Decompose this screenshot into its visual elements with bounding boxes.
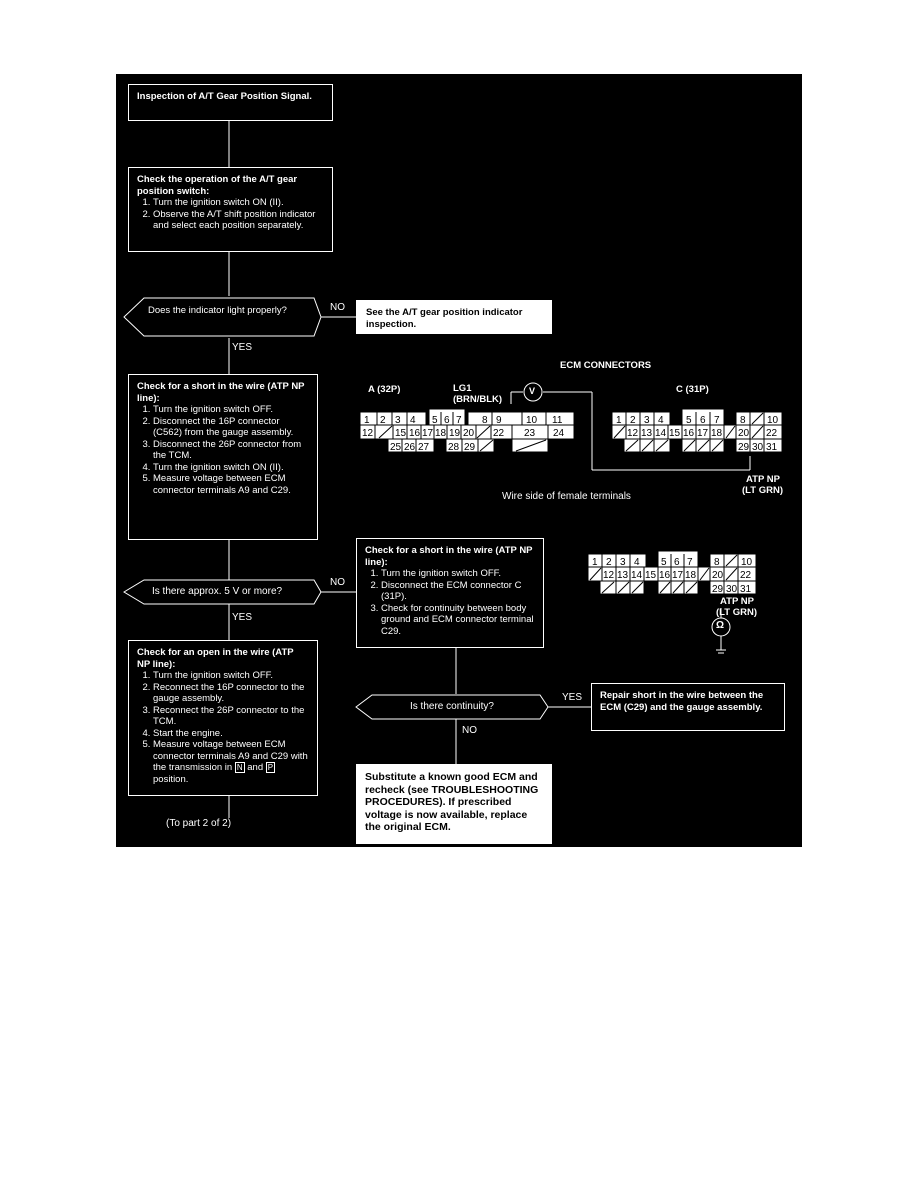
short-check-step: 1. Turn the ignition switch OFF. [153,404,309,416]
open-check-step: 1. Turn the ignition switch OFF. [153,670,309,682]
open-check-step-5: 5. Measure voltage between ECM connector terminals A9 and C29 with the transmission in N and P position. [153,739,309,785]
open-check-step: 2. Reconnect the 16P connector to the gauge assembly. [153,682,309,705]
voltmeter-symbol: V [529,386,536,396]
a-bot-terminal: 27 [418,442,430,453]
start-title: Inspection of A/T Gear Position Signal. [137,91,312,102]
atp-np-color-label-lower: (LT GRN) [716,607,757,618]
c-top-terminal: 7 [714,415,720,426]
a-top-terminal: 3 [395,415,401,426]
c2-mid-terminal: 16 [659,570,671,581]
c2-bot-terminal: 29 [712,584,724,595]
check-switch-step: 1. Turn the ignition switch ON (II). [153,197,324,209]
open-check-box [128,640,318,796]
decision-continuity-yes: YES [562,692,583,703]
connector-a-label: A (32P) [368,384,401,395]
ohmmeter-symbol: Ω [716,620,725,631]
short-check-step: 2. Disconnect the 16P connector (C562) from the gauge assembly. [153,416,309,439]
a-mid-terminal: 22 [493,428,505,439]
substitute-ecm-box [356,764,552,844]
a-mid-terminal: 15 [395,428,407,439]
a-top-terminal: 1 [364,415,370,426]
c-mid-terminal: 14 [655,428,667,439]
connector-c-label: C (31P) [676,384,709,395]
c-top-terminal: 3 [644,415,650,426]
decision-continuity-question: Is there continuity? [410,701,494,712]
open-check-step: 3. Reconnect the 26P connector to the TCM. [153,705,309,728]
a-mid-terminal: 23 [524,428,536,439]
c2-mid-terminal: 17 [672,570,684,581]
c2-mid-terminal: 15 [645,570,657,581]
flowchart-diagram [116,74,802,847]
c-bot-terminal: 30 [752,442,764,453]
decision-indicator-no: NO [330,302,345,313]
to-part-2: (To part 2 of 2) [166,818,232,829]
c2-top-terminal: 1 [592,557,598,568]
indicator-inspection-text: See the A/T gear position indicator inspection. [366,307,523,330]
c2-mid-terminal: 22 [740,570,752,581]
short-check2-step: 3. Check for continuity between body ground and ECM connector terminal C29. [381,603,535,638]
c2-top-terminal: 3 [620,557,626,568]
a-mid-terminal: 17 [422,428,434,439]
a-top-terminal: 9 [496,415,502,426]
c2-mid-terminal: 14 [631,570,643,581]
c2-top-terminal: 7 [687,557,693,568]
c-mid-terminal: 22 [766,428,778,439]
short-check2-title: Check for a short in the wire (ATP NP line): [365,545,533,568]
lg1-label: LG1 [453,383,472,394]
c-mid-terminal: 16 [683,428,695,439]
a-mid-terminal: 20 [463,428,475,439]
c2-mid-terminal: 12 [603,570,615,581]
open-check-step: 4. Start the engine. [153,728,309,740]
decision-voltage-question: Is there approx. 5 V or more? [152,586,283,597]
a-bot-terminal: 25 [390,442,402,453]
c-top-terminal: 4 [658,415,664,426]
c-mid-terminal: 12 [627,428,639,439]
c-mid-terminal: 17 [697,428,709,439]
c2-top-terminal: 10 [741,557,753,568]
check-switch-title: Check the operation of the A/T gear position switch: [137,174,298,197]
c-top-terminal: 2 [630,415,636,426]
a-top-terminal: 4 [410,415,416,426]
atp-np-label-lower: ATP NP [720,596,754,607]
repair-text: Repair short in the wire between the ECM (C29) and the gauge assembly. [600,690,764,713]
ecm-connectors-title: ECM CONNECTORS [560,360,652,371]
a-top-terminal: 6 [444,415,450,426]
a-bot-terminal: 26 [404,442,416,453]
wire-side-caption: Wire side of female terminals [502,491,631,502]
a-mid-terminal: 19 [449,428,461,439]
c-mid-terminal: 20 [738,428,750,439]
substitute-ecm-text: Substitute a known good ECM and recheck (see TROUBLESHOOTING PROCEDURES). If prescribed voltage is now available, replace the original ECM. [365,771,539,833]
c2-top-terminal: 2 [606,557,612,568]
a-top-terminal: 2 [380,415,386,426]
a-mid-terminal: 24 [553,428,565,439]
decision-voltage-no: NO [330,577,345,588]
short-check-step: 4. Turn the ignition switch ON (II). [153,462,309,474]
a-bot-terminal: 29 [464,442,476,453]
a-top-terminal: 7 [456,415,462,426]
a-bot-terminal: 28 [448,442,460,453]
a-mid-terminal: 12 [362,428,374,439]
a-top-terminal: 5 [432,415,438,426]
c2-top-terminal: 5 [661,557,667,568]
a-mid-terminal: 18 [435,428,447,439]
atp-np-label: ATP NP [746,474,780,485]
c-top-terminal: 8 [740,415,746,426]
c-mid-terminal: 18 [711,428,723,439]
open-check-title: Check for an open in the wire (ATP NP line): [137,647,294,670]
short-check-step: 5. Measure voltage between ECM connector terminals A9 and C29. [153,473,309,496]
a-top-terminal: 8 [482,415,488,426]
c-top-terminal: 6 [700,415,706,426]
c2-bot-terminal: 30 [726,584,738,595]
p-position-key: P [267,763,274,772]
short-check2-box [356,538,544,648]
n-position-key: N [236,763,243,772]
c2-mid-terminal: 13 [617,570,629,581]
c-mid-terminal: 15 [669,428,681,439]
atp-np-color-label: (LT GRN) [742,485,783,496]
a-top-terminal: 11 [552,415,563,426]
c2-mid-terminal: 18 [685,570,697,581]
c-top-terminal: 1 [616,415,622,426]
decision-continuity-no: NO [462,725,477,736]
c2-bot-terminal: 31 [740,584,752,595]
short-check-step: 3. Disconnect the 26P connector from the TCM. [153,439,309,462]
short-check2-step: 2. Disconnect the ECM connector C (31P). [381,580,535,603]
lg1-color-label: (BRN/BLK) [453,394,503,405]
a-mid-terminal: 16 [409,428,421,439]
decision-indicator-yes: YES [232,342,253,353]
c2-top-terminal: 6 [674,557,680,568]
decision-indicator-question: Does the indicator light properly? [148,305,287,316]
c-bot-terminal: 29 [738,442,750,453]
c2-mid-terminal: 20 [712,570,724,581]
decision-voltage-yes: YES [232,612,253,623]
short-check2-step: 1. Turn the ignition switch OFF. [381,568,535,580]
c-top-terminal: 10 [767,415,779,426]
c-top-terminal: 5 [686,415,692,426]
c2-top-terminal: 8 [714,557,720,568]
c-mid-terminal: 13 [641,428,653,439]
c2-top-terminal: 4 [634,557,640,568]
repair-box [591,683,785,731]
check-switch-step: 2. Observe the A/T shift position indicator and select each position separately. [153,209,324,232]
a-top-terminal: 10 [526,415,538,426]
c-bot-terminal: 31 [766,442,778,453]
short-check-title: Check for a short in the wire (ATP NP line): [137,381,305,404]
